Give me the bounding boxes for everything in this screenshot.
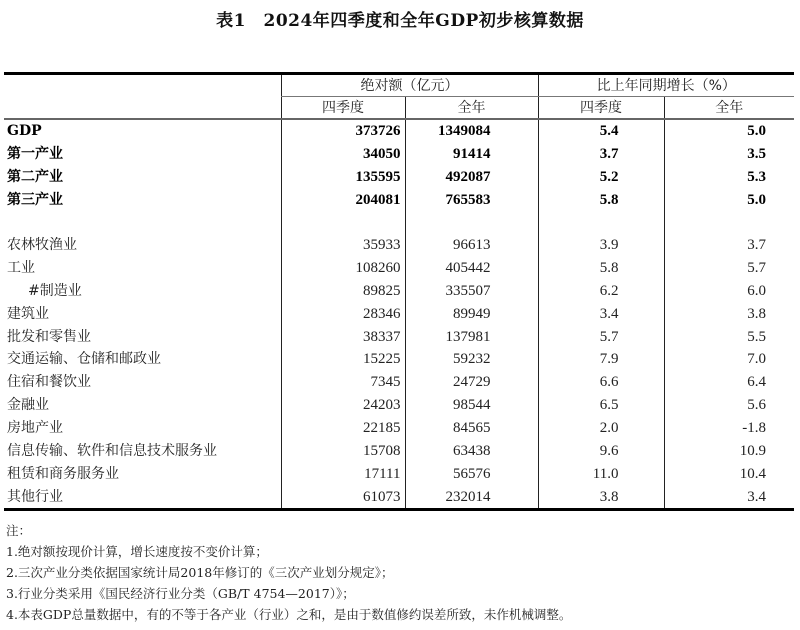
- cell-q4: 108260: [281, 256, 405, 279]
- cell-q4: 15708: [281, 440, 405, 463]
- cell-q4: 24203: [281, 394, 405, 417]
- cell-q4-growth: 2.0: [538, 417, 664, 440]
- cell-year-growth: 5.5: [664, 325, 794, 348]
- table-row: [4, 485, 794, 509]
- table-row: [4, 462, 794, 485]
- table-row: [4, 371, 794, 394]
- table-row: [4, 325, 794, 348]
- notes-label: 注：: [6, 523, 32, 538]
- header-group-row: [4, 74, 794, 97]
- notes-section: [6, 520, 796, 625]
- row-label: 农林牧渔业: [7, 237, 77, 253]
- cell-q4: 28346: [281, 302, 405, 325]
- cell-year: 63438: [405, 440, 538, 463]
- spacer-row: [4, 212, 794, 234]
- cell-q4: 7345: [281, 371, 405, 394]
- cell-q4: 204081: [281, 189, 405, 212]
- cell-year: 765583: [405, 189, 538, 212]
- row-label: 信息传输、软件和信息技术服务业: [7, 443, 217, 460]
- cell-q4-growth: 11.0: [538, 462, 664, 485]
- header-corner-cell: [4, 74, 281, 120]
- note-item: 3.行业分类采用《国民经济行业分类（GB/T 4754—2017）》；: [6, 586, 355, 601]
- header-growth-rate: 比上年同期增长（%）: [538, 74, 794, 97]
- cell-year-growth: 7.0: [664, 348, 794, 371]
- cell-q4-growth: 7.9: [538, 348, 664, 371]
- table-row: [4, 302, 794, 325]
- table-row: [4, 440, 794, 463]
- cell-q4: 89825: [281, 279, 405, 302]
- table-row: [4, 166, 794, 189]
- cell-year-growth: 6.0: [664, 279, 794, 302]
- cell-year-growth: 5.0: [664, 119, 794, 143]
- header-q4-growth: 四季度: [538, 97, 664, 120]
- cell-year: 405442: [405, 256, 538, 279]
- row-label: 租赁和商务服务业: [7, 465, 119, 482]
- cell-year-growth: -1.8: [664, 417, 794, 440]
- cell-year: 96613: [405, 234, 538, 257]
- cell-q4: 34050: [281, 143, 405, 166]
- cell-q4: 373726: [281, 119, 405, 143]
- row-label: 批发和零售业: [7, 328, 91, 345]
- cell-q4: 35933: [281, 234, 405, 257]
- table-row: [4, 189, 794, 212]
- cell-q4: 135595: [281, 166, 405, 189]
- cell-year: 89949: [405, 302, 538, 325]
- spacer-cell: [664, 212, 794, 234]
- cell-q4-growth: 6.5: [538, 394, 664, 417]
- note-item: 4.本表GDP总量数据中，有的不等于各产业（行业）之和，是由于数值修约误差所致，未作机械调整。: [6, 607, 572, 622]
- table-row: [4, 143, 794, 166]
- cell-q4-growth: 5.8: [538, 189, 664, 212]
- cell-q4: 61073: [281, 485, 405, 509]
- cell-q4: 22185: [281, 417, 405, 440]
- cell-q4-growth: 3.8: [538, 485, 664, 509]
- table-title: 表1 2024年四季度和全年GDP初步核算数据: [216, 11, 584, 31]
- cell-year-growth: 3.5: [664, 143, 794, 166]
- spacer-cell: [538, 212, 664, 234]
- cell-q4-growth: 3.9: [538, 234, 664, 257]
- cell-q4-growth: 5.8: [538, 256, 664, 279]
- cell-year: 91414: [405, 143, 538, 166]
- table-row: [4, 119, 794, 143]
- row-label: 第三产业: [7, 192, 63, 209]
- cell-year: 56576: [405, 462, 538, 485]
- cell-year: 232014: [405, 485, 538, 509]
- cell-year: 24729: [405, 371, 538, 394]
- row-label: 建筑业: [7, 305, 49, 322]
- cell-q4-growth: 9.6: [538, 440, 664, 463]
- header-year: 全年: [405, 97, 538, 120]
- spacer-cell: [281, 212, 405, 234]
- header-year-growth: 全年: [664, 97, 794, 120]
- header-absolute-value: 绝对额（亿元）: [281, 74, 538, 97]
- cell-q4: 17111: [281, 462, 405, 485]
- cell-year: 1349084: [405, 119, 538, 143]
- cell-year-growth: 3.8: [664, 302, 794, 325]
- row-label: 第一产业: [7, 146, 63, 163]
- table-row: [4, 234, 794, 257]
- row-label: #制造业: [28, 282, 82, 299]
- cell-q4-growth: 5.7: [538, 325, 664, 348]
- cell-q4: 38337: [281, 325, 405, 348]
- cell-q4-growth: 6.6: [538, 371, 664, 394]
- cell-year: 137981: [405, 325, 538, 348]
- cell-year: 59232: [405, 348, 538, 371]
- row-label: 金融业: [7, 397, 49, 414]
- row-label: 其他行业: [4, 485, 281, 509]
- cell-year-growth: 10.9: [664, 440, 794, 463]
- spacer-cell: [405, 212, 538, 234]
- cell-year-growth: 3.4: [664, 485, 794, 509]
- row-label: 工业: [7, 259, 35, 276]
- row-label: 房地产业: [7, 420, 63, 437]
- row-label: GDP: [7, 123, 42, 140]
- spacer-cell: [4, 212, 281, 234]
- cell-q4-growth: 5.2: [538, 166, 664, 189]
- cell-year: 335507: [405, 279, 538, 302]
- table-row: [4, 348, 794, 371]
- note-item: 1.绝对额按现价计算，增长速度按不变价计算；: [6, 544, 268, 559]
- cell-year-growth: 5.0: [664, 189, 794, 212]
- cell-year-growth: 5.7: [664, 256, 794, 279]
- cell-year-growth: 10.4: [664, 462, 794, 485]
- cell-q4-growth: 6.2: [538, 279, 664, 302]
- row-label: 第二产业: [7, 169, 63, 186]
- table-row: [4, 394, 794, 417]
- gdp-table: [4, 72, 794, 511]
- table-row: [4, 417, 794, 440]
- cell-q4-growth: 3.4: [538, 302, 664, 325]
- cell-q4-growth: 3.7: [538, 143, 664, 166]
- cell-year: 492087: [405, 166, 538, 189]
- note-item: 2.三次产业分类依据国家统计局2018年修订的《三次产业划分规定》；: [6, 565, 394, 580]
- cell-year-growth: 5.6: [664, 394, 794, 417]
- cell-year-growth: 6.4: [664, 371, 794, 394]
- row-label: 住宿和餐饮业: [7, 374, 91, 391]
- cell-year-growth: 5.3: [664, 166, 794, 189]
- cell-year: 98544: [405, 394, 538, 417]
- table-row: [4, 256, 794, 279]
- table-row: [4, 279, 794, 302]
- cell-q4-growth: 5.4: [538, 119, 664, 143]
- header-q4: 四季度: [281, 97, 405, 120]
- row-label: 交通运输、仓储和邮政业: [7, 351, 161, 368]
- cell-year: 84565: [405, 417, 538, 440]
- cell-year-growth: 3.7: [664, 234, 794, 257]
- cell-q4: 15225: [281, 348, 405, 371]
